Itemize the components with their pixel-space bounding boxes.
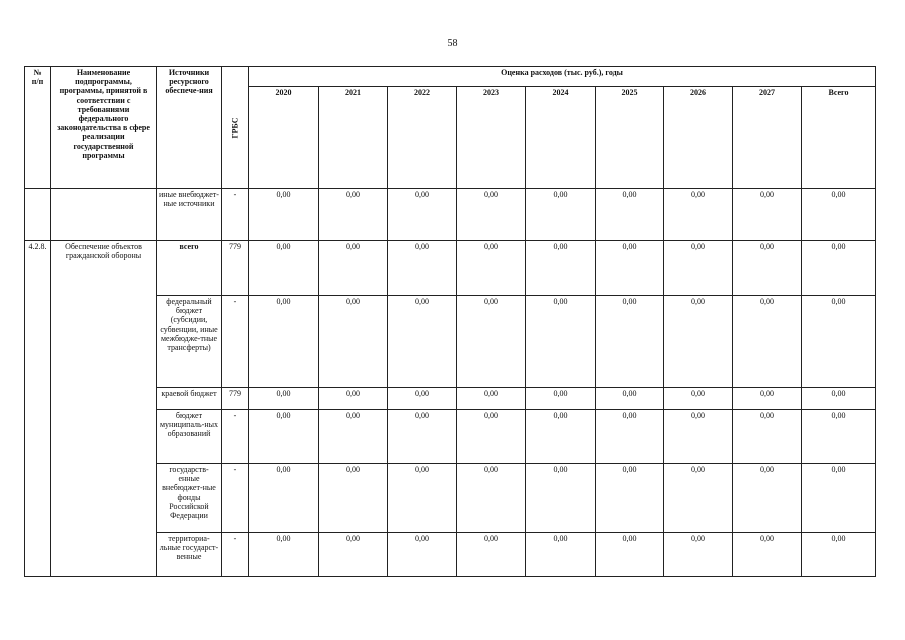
row-value: 0,00: [319, 533, 388, 577]
row-value: 0,00: [319, 388, 388, 410]
row-source: всего: [157, 241, 222, 296]
row-value: 0,00: [664, 388, 733, 410]
row-value: 0,00: [596, 388, 664, 410]
row-value: 0,00: [596, 189, 664, 241]
row-source: территориа-льные государст-венные: [157, 533, 222, 577]
header-num: № п/п: [25, 67, 51, 189]
row-value: 0,00: [388, 533, 457, 577]
row-value: 0,00: [319, 241, 388, 296]
row-value: 0,00: [249, 533, 319, 577]
row-value: 0,00: [388, 410, 457, 464]
header-year: Всего: [802, 87, 876, 189]
row-value: 0,00: [733, 410, 802, 464]
row-value: 0,00: [249, 388, 319, 410]
row-value: 0,00: [802, 296, 876, 388]
header-year: 2024: [526, 87, 596, 189]
row-value: 0,00: [733, 296, 802, 388]
row-value: 0,00: [319, 296, 388, 388]
row-value: 0,00: [249, 241, 319, 296]
row-value: 0,00: [596, 296, 664, 388]
row-value: 0,00: [664, 189, 733, 241]
row-source: краевой бюджет: [157, 388, 222, 410]
row-value: 0,00: [802, 410, 876, 464]
row-value: 0,00: [596, 410, 664, 464]
row-grbs: -: [222, 464, 249, 533]
row-value: 0,00: [457, 464, 526, 533]
row-grbs: -: [222, 296, 249, 388]
row-value: 0,00: [733, 464, 802, 533]
header-year: 2025: [596, 87, 664, 189]
row-value: 0,00: [664, 410, 733, 464]
row-value: 0,00: [319, 464, 388, 533]
row-grbs: 779: [222, 388, 249, 410]
row-value: 0,00: [388, 189, 457, 241]
row-value: 0,00: [664, 241, 733, 296]
expense-table: [24, 66, 876, 577]
row-name: Обеспечение объектов гражданской обороны: [51, 241, 157, 577]
row-name: [51, 189, 157, 241]
row-value: 0,00: [457, 189, 526, 241]
row-value: 0,00: [526, 189, 596, 241]
row-value: 0,00: [596, 241, 664, 296]
row-value: 0,00: [526, 388, 596, 410]
row-source: федеральный бюджет (субсидии, субвенции, иные межбюдже-тные трансферты): [157, 296, 222, 388]
row-value: 0,00: [388, 388, 457, 410]
row-value: 0,00: [802, 533, 876, 577]
row-value: 0,00: [526, 241, 596, 296]
row-value: 0,00: [733, 241, 802, 296]
header-year: 2027: [733, 87, 802, 189]
row-value: 0,00: [319, 189, 388, 241]
row-value: 0,00: [457, 410, 526, 464]
row-value: 0,00: [664, 296, 733, 388]
row-value: 0,00: [733, 388, 802, 410]
row-value: 0,00: [733, 533, 802, 577]
row-value: 0,00: [596, 533, 664, 577]
row-value: 0,00: [802, 464, 876, 533]
row-value: 0,00: [526, 464, 596, 533]
row-value: 0,00: [526, 296, 596, 388]
header-year: 2023: [457, 87, 526, 189]
row-value: 0,00: [457, 388, 526, 410]
row-value: 0,00: [388, 296, 457, 388]
row-value: 0,00: [802, 241, 876, 296]
row-value: 0,00: [596, 464, 664, 533]
row-value: 0,00: [733, 189, 802, 241]
row-source: бюджет муниципаль-ных образований: [157, 410, 222, 464]
row-value: 0,00: [249, 296, 319, 388]
row-value: 0,00: [457, 241, 526, 296]
row-source: государств-енные внебюджет-ные фонды Российской Федерации: [157, 464, 222, 533]
header-year: 2022: [388, 87, 457, 189]
table-row: [25, 241, 876, 296]
table-row: [25, 189, 876, 241]
header-year: 2020: [249, 87, 319, 189]
header-estimate: Оценка расходов (тыс. руб.), годы: [249, 67, 876, 87]
row-grbs: 779: [222, 241, 249, 296]
row-grbs: -: [222, 189, 249, 241]
header-name: Наименование подпрограммы, программы, принятой в соответствии с требованиями федерального законодательства в сфере реализации государственной программы: [51, 67, 157, 189]
row-source: иные внебюджет-ные источники: [157, 189, 222, 241]
row-value: 0,00: [249, 410, 319, 464]
row-value: 0,00: [802, 189, 876, 241]
header-year: 2026: [664, 87, 733, 189]
row-value: 0,00: [802, 388, 876, 410]
row-value: 0,00: [664, 464, 733, 533]
row-value: 0,00: [388, 241, 457, 296]
header-grbs: ГРБС: [222, 67, 249, 189]
row-value: 0,00: [388, 464, 457, 533]
page-number: 58: [447, 38, 458, 49]
row-grbs: -: [222, 533, 249, 577]
row-value: 0,00: [319, 410, 388, 464]
row-grbs: -: [222, 410, 249, 464]
row-number: [25, 189, 51, 241]
row-value: 0,00: [664, 533, 733, 577]
header-sources: Источники ресурсного обеспече-ния: [157, 67, 222, 189]
header-year: 2021: [319, 87, 388, 189]
row-number: 4.2.8.: [25, 241, 51, 577]
row-value: 0,00: [249, 189, 319, 241]
row-value: 0,00: [457, 296, 526, 388]
row-value: 0,00: [249, 464, 319, 533]
row-value: 0,00: [457, 533, 526, 577]
row-value: 0,00: [526, 533, 596, 577]
row-value: 0,00: [526, 410, 596, 464]
